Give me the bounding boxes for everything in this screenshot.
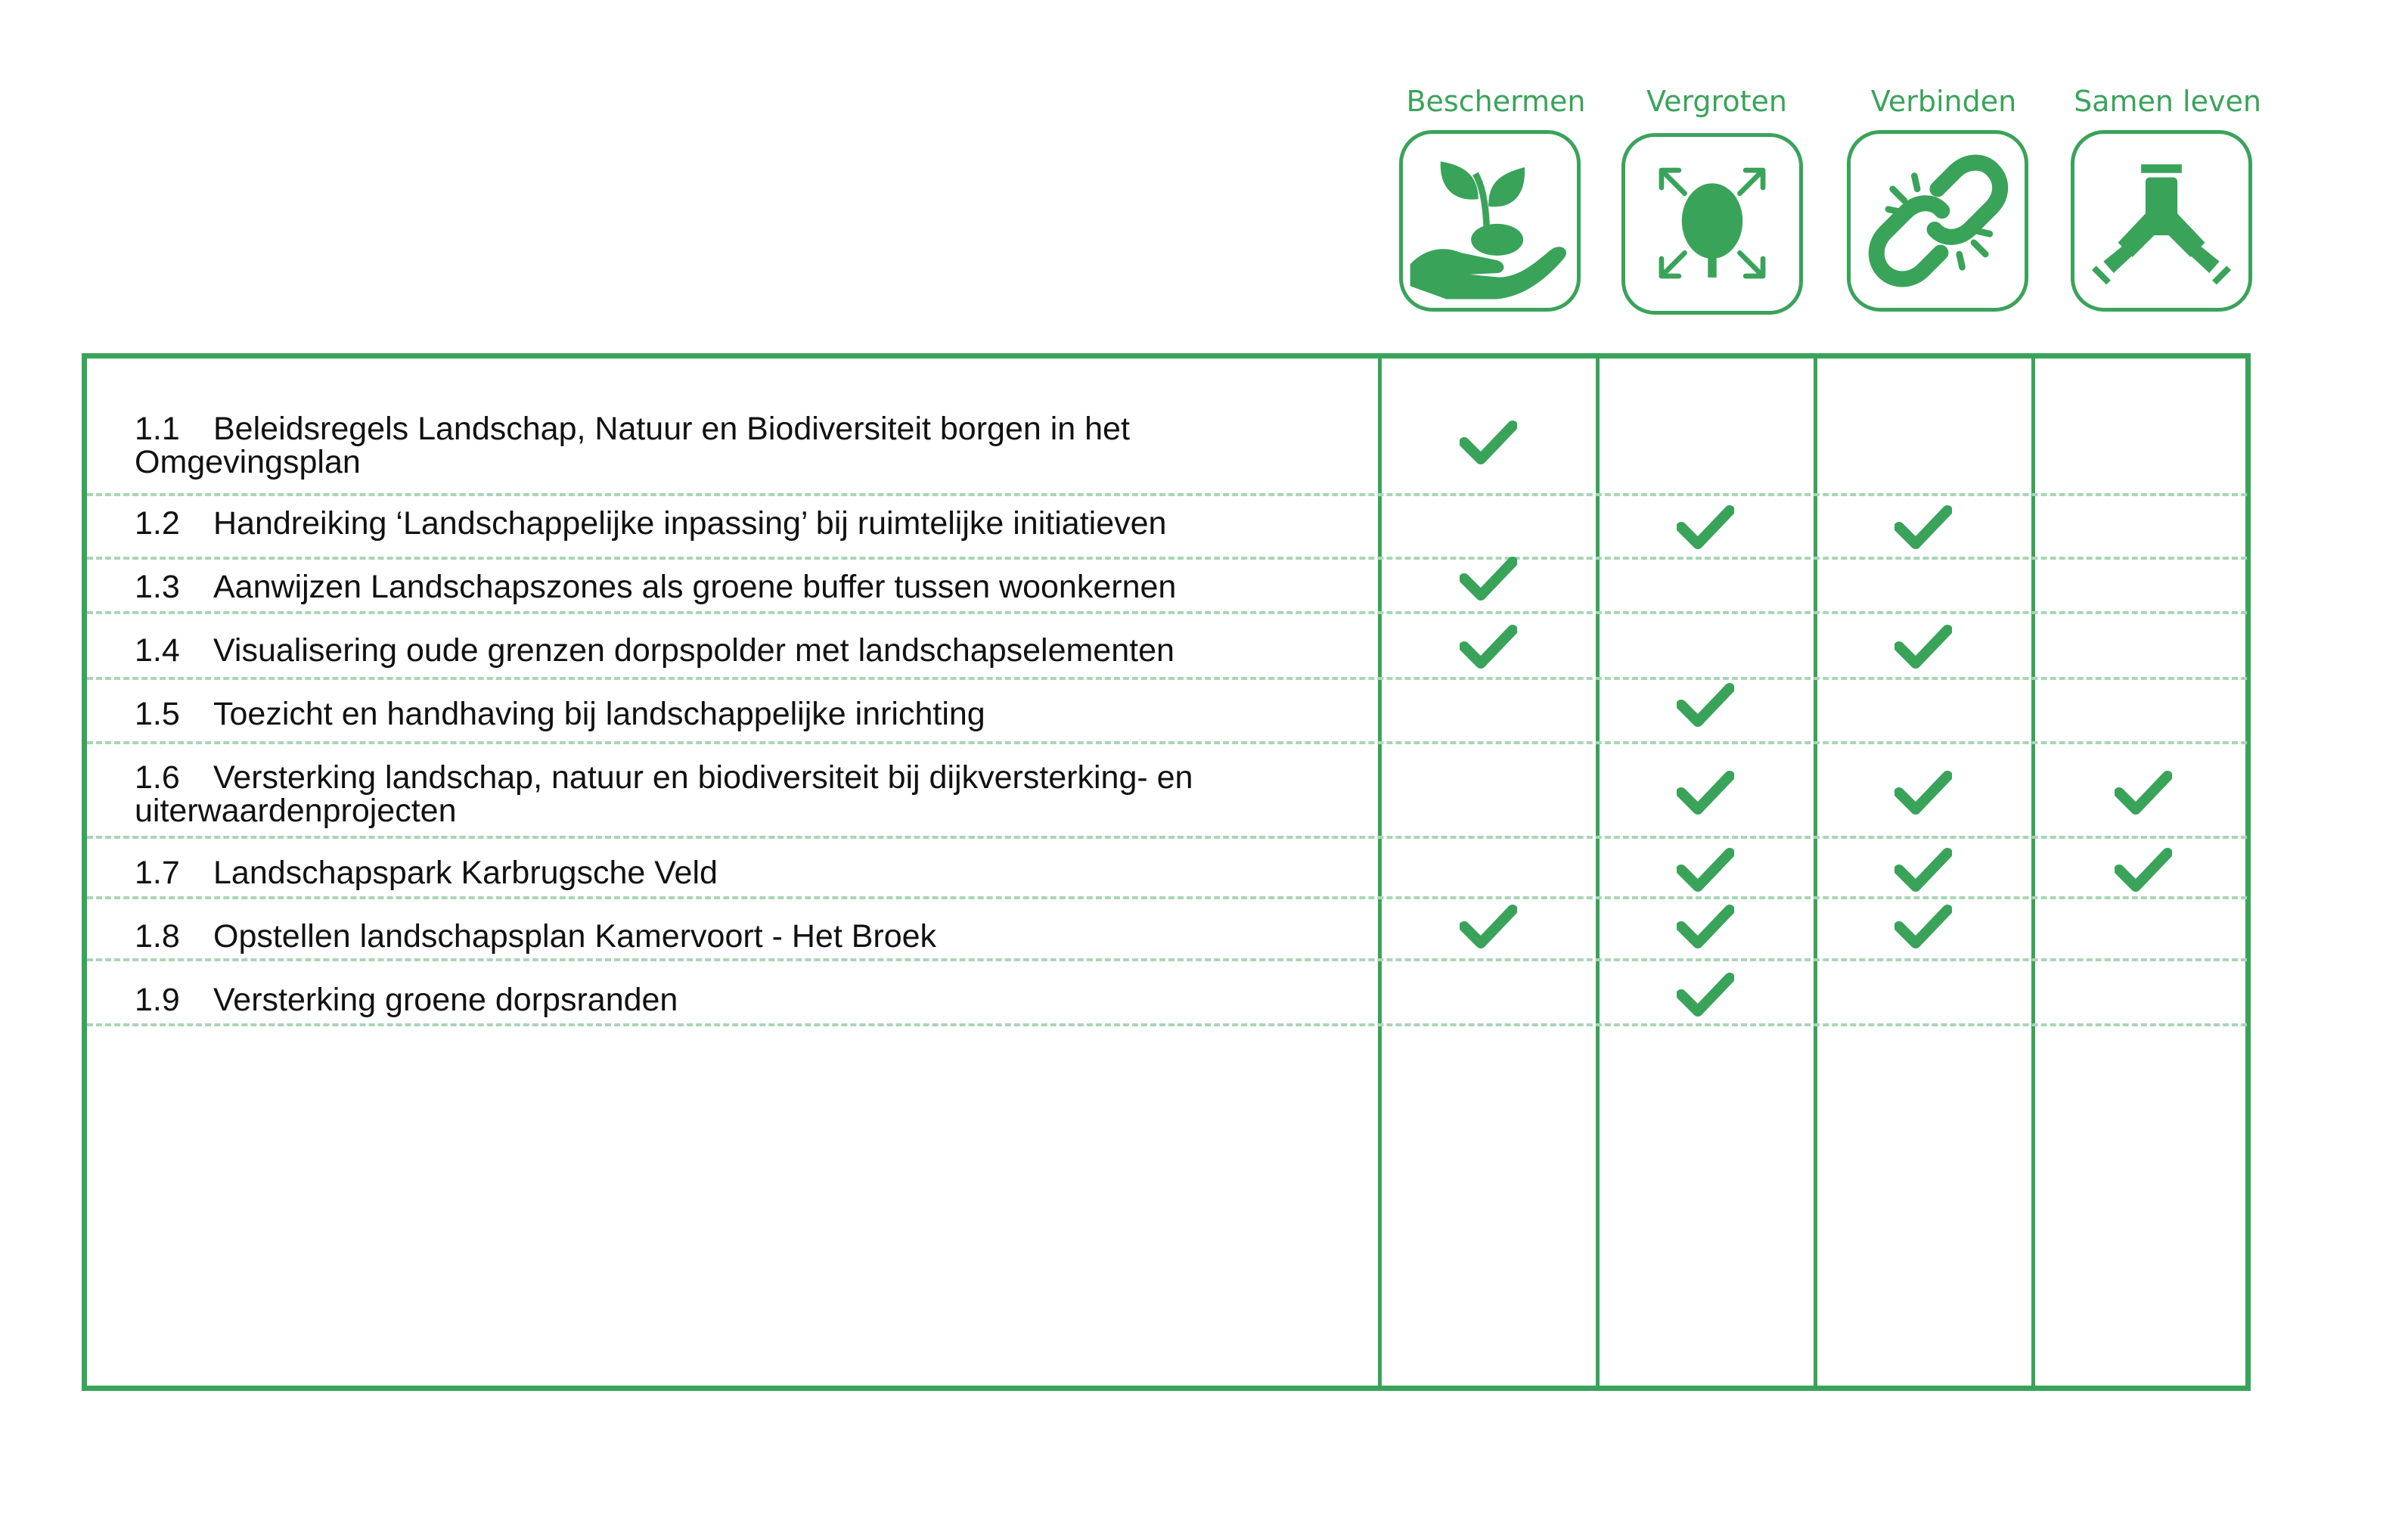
row-text: Beleidsregels Landschap, Natuur en Biodiversiteit borgen in het — [213, 411, 1130, 447]
column-divider — [1596, 353, 1600, 1391]
checkmark-icon — [1894, 624, 1952, 669]
row-text: Opstellen landschapsplan Kamervoort - Het Broek — [213, 918, 937, 955]
row-divider — [87, 493, 2247, 496]
row-number: 1.2 — [135, 505, 180, 542]
row-divider — [87, 896, 2247, 899]
hand-with-sprout-icon — [1399, 130, 1581, 312]
checkmark-icon — [1460, 420, 1517, 465]
chain-link-icon — [1847, 130, 2028, 312]
column-header-verbinden: Verbinden — [1870, 85, 2017, 118]
checkmark-icon — [1460, 624, 1517, 669]
table-row-1-3 — [135, 570, 1345, 604]
table-row-1-1 — [135, 412, 1345, 479]
row-divider — [87, 611, 2247, 614]
row-divider — [87, 677, 2247, 680]
row-number: 1.7 — [135, 855, 180, 891]
checkmark-icon — [1677, 682, 1734, 728]
row-text: Aanwijzen Landschapszones als groene buffer tussen woonkernen — [213, 569, 1177, 605]
row-divider — [87, 958, 2247, 961]
row-text: Versterking groene dorpsranden — [213, 982, 678, 1018]
column-divider — [1814, 353, 1817, 1391]
checkmark-icon — [1894, 847, 1952, 892]
row-number: 1.8 — [135, 918, 180, 955]
checkmark-icon — [1677, 847, 1734, 892]
checkmark-icon — [1677, 904, 1734, 949]
row-text-continued: uiterwaardenprojecten — [135, 793, 457, 829]
row-divider — [87, 557, 2247, 560]
checkmark-icon — [1677, 504, 1734, 550]
checkmark-icon — [1894, 770, 1952, 815]
row-text-continued: Omgevingsplan — [135, 444, 361, 480]
row-text: Landschapspark Karbrugsche Veld — [213, 855, 718, 891]
row-number: 1.6 — [135, 759, 180, 796]
checkmark-icon — [1677, 770, 1734, 815]
table-row-1-8 — [135, 920, 1345, 953]
stacked-hands-icon — [2071, 130, 2252, 312]
table-row-1-7 — [135, 856, 1345, 889]
table-row-1-9 — [135, 983, 1345, 1017]
column-header-beschermen: Beschermen — [1406, 85, 1586, 118]
row-text: Visualisering oude grenzen dorpspolder met landschapselementen — [213, 632, 1175, 669]
row-text: Handreiking ‘Landschappelijke inpassing’ bij ruimtelijke initiatieven — [213, 505, 1167, 542]
checkmark-icon — [1460, 904, 1517, 949]
column-divider — [2031, 353, 2035, 1391]
table-row-1-4 — [135, 634, 1345, 667]
row-text: Versterking landschap, natuur en biodiversiteit bij dijkversterking- en — [213, 759, 1193, 796]
checkmark-icon — [1894, 504, 1952, 550]
row-divider — [87, 836, 2247, 839]
checkmark-icon — [2115, 770, 2172, 815]
checkmark-icon — [2115, 847, 2172, 892]
row-text: Toezicht en handhaving bij landschappelijke inrichting — [213, 696, 985, 732]
row-number: 1.4 — [135, 632, 180, 669]
table-row-1-5 — [135, 697, 1345, 731]
table-row-1-6 — [135, 761, 1345, 827]
row-divider — [87, 1023, 2247, 1026]
checkmark-icon — [1894, 904, 1952, 949]
row-number: 1.1 — [135, 411, 180, 447]
expanding-tree-icon — [1621, 133, 1803, 315]
column-header-vergroten: Vergroten — [1646, 85, 1787, 118]
row-number: 1.5 — [135, 696, 180, 732]
column-divider — [1378, 353, 1382, 1391]
row-divider — [87, 741, 2247, 744]
column-header-samen-leven: Samen leven — [2074, 85, 2261, 118]
checkmark-icon — [1460, 556, 1517, 601]
row-number: 1.3 — [135, 569, 180, 605]
table-row-1-2 — [135, 507, 1345, 540]
checkmark-icon — [1677, 972, 1734, 1017]
row-number: 1.9 — [135, 982, 180, 1018]
